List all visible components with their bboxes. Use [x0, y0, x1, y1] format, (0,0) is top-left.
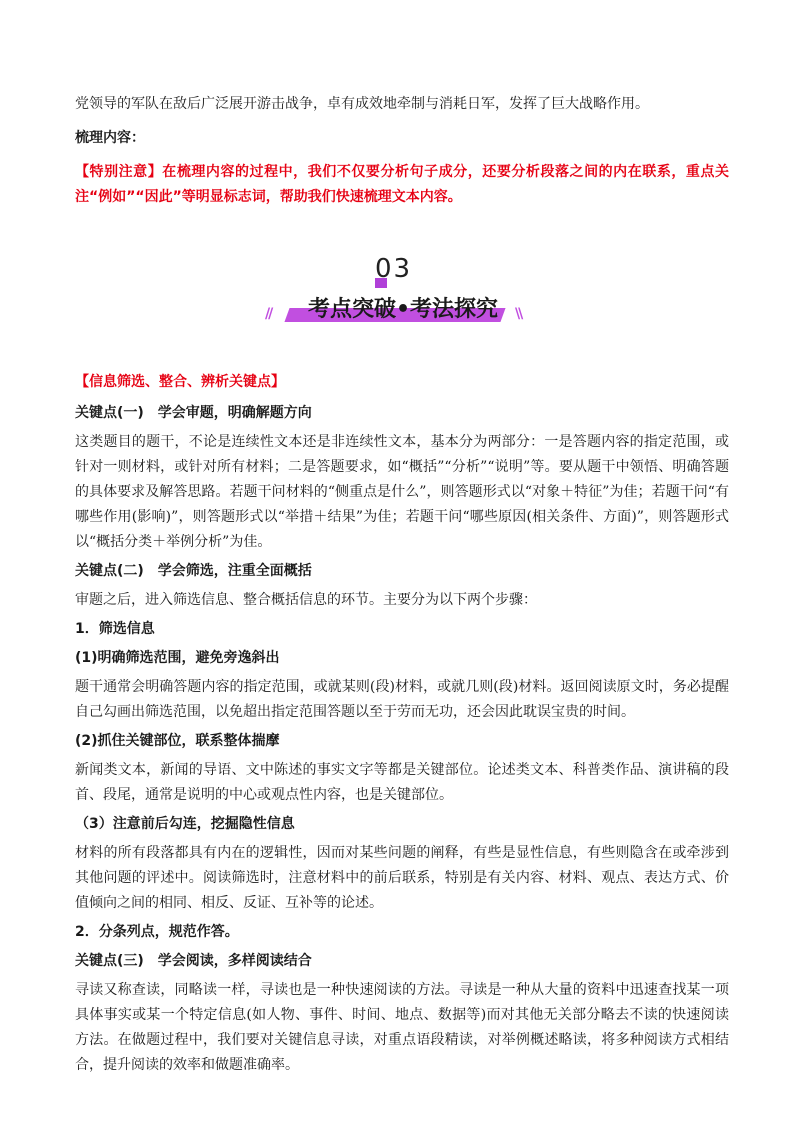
- kp2-sub3-body: 材料的所有段落都具有内在的逻辑性，因而对某些问题的阐释，有些是显性信息，有些则隐含在或牵涉到其他问题的评述中。阅读筛选时，注意材料中的前后联系，特别是有关内容、材料、观点、表达方式、价值倾向之间的相同、相反、反证、互补等的论述。: [75, 845, 729, 911]
- kp2-step2: 2．分条列点，规范作答。: [75, 924, 239, 940]
- document-page: [75, 92, 729, 1078]
- intro-line: 党领导的军队在敌后广泛展开游击战争，卓有成效地牵制与消耗日军，发挥了巨大战略作用。: [75, 96, 649, 112]
- special-note: 【特别注意】在梳理内容的过程中，我们不仅要分析句子成分，还要分析段落之间的内在联系，重点关注“例如”“因此”等明显标志词，帮助我们快速梳理文本内容。: [75, 164, 729, 205]
- kp2-step1: 1．筛选信息: [75, 621, 155, 637]
- organize-heading: 梳理内容：: [75, 130, 145, 146]
- kp2-sub2-body: 新闻类文本，新闻的导语、文中陈述的事实文字等都是关键部位。论述类文本、科普类作品、演讲稿的段首、段尾，通常是说明的中心或观点性内容，也是关键部位。: [75, 762, 729, 803]
- slash-decoration-right: \\: [515, 306, 522, 322]
- kp2-sub1-heading: (1)明确筛选范围，避免旁逸斜出: [75, 650, 280, 666]
- key-points-header: 【信息筛选、整合、辨析关键点】: [75, 374, 285, 390]
- kp1-body: 这类题目的题干，不论是连续性文本还是非连续性文本，基本分为两部分：一是答题内容的指定范围，或针对一则材料，或针对所有材料；二是答题要求，如“概括”“分析”“说明”等。要从题干中领悟、明确答题的具体要求及解答思路。若题干问材料的“侧重点是什么”，则答题形式以“对象＋特征”为佳；若题干问“有哪些作用(影响)”，则答题形式以“举措＋结果”为佳；若题干问“哪些原因(相关条件、方面)”，则答题形式以“概括分类＋举例分析”为佳。: [75, 434, 729, 550]
- kp2-sub3-heading: （3）注意前后勾连，挖掘隐性信息: [75, 816, 295, 832]
- kp1-heading: 关键点(一) 学会审题，明确解题方向: [75, 405, 312, 421]
- kp2-sub1-body: 题干通常会明确答题内容的指定范围，或就某则(段)材料，或就几则(段)材料。返回阅读原文时，务必提醒自己勾画出筛选范围，以免超出指定范围答题以至于劳而无功，还会因此耽误宝贵的时间。: [75, 679, 729, 720]
- section-banner: [75, 210, 729, 370]
- section-title: 考点突破•考法探究: [307, 297, 499, 322]
- slash-decoration-left: //: [265, 306, 272, 322]
- kp2-heading: 关键点(二) 学会筛选，注重全面概括: [75, 563, 312, 579]
- kp2-body: 审题之后，进入筛选信息、整合概括信息的环节。主要分为以下两个步骤：: [75, 592, 537, 608]
- kp3-body: 寻读又称查读，同略读一样，寻读也是一种快速阅读的方法。寻读是一种从大量的资料中迅速查找某一项具体事实或某一个特定信息(如人物、事件、时间、地点、数据等)而对其他无关部分略去不读的快速阅读方法。在做题过程中，我们要对关键信息寻读，对重点语段精读，对举例概述略读，将多种阅读方式相结合，提升阅读的效率和做题准确率。: [75, 982, 729, 1073]
- section-title-wrap: [263, 290, 543, 324]
- kp3-heading: 关键点(三) 学会阅读，多样阅读结合: [75, 953, 312, 969]
- section-number: 03: [375, 254, 413, 284]
- kp2-sub2-heading: (2)抓住关键部位，联系整体揣摩: [75, 733, 280, 749]
